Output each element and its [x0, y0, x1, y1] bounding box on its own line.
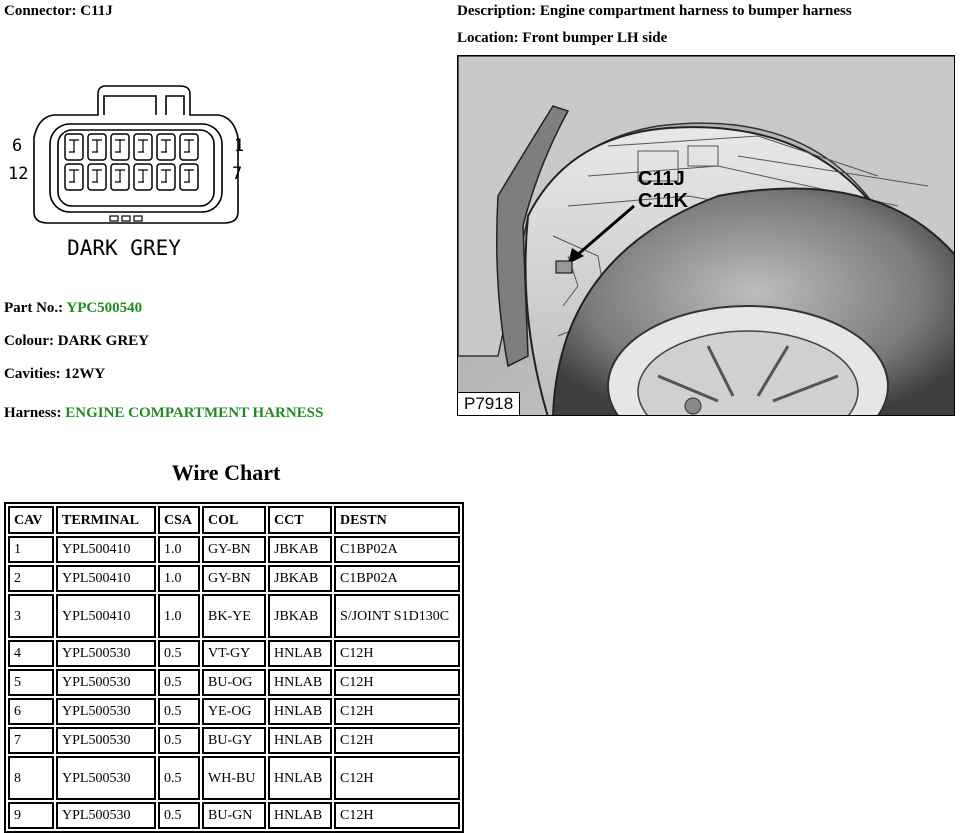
table-row: [8, 536, 460, 563]
connector-value: C11J: [80, 3, 113, 19]
cell-cav: 4: [8, 640, 54, 667]
location-label: Location:: [457, 30, 519, 46]
cell-destn: C12H: [334, 802, 460, 829]
photo-callout: [638, 168, 688, 212]
figure-id: P7918: [458, 392, 520, 415]
cell-terminal: YPL500530: [56, 727, 156, 754]
cell-csa: 1.0: [158, 565, 200, 592]
cell-cct: HNLAB: [268, 669, 332, 696]
cell-csa: 1.0: [158, 536, 200, 563]
col-header-cav: CAV: [8, 506, 54, 534]
pin-7-label: 7: [232, 164, 243, 184]
connector-line: [4, 3, 113, 20]
cell-col: WH-BU: [202, 756, 266, 800]
location-line: [457, 30, 667, 47]
pin-6-label: 6: [12, 136, 23, 156]
cell-terminal: YPL500530: [56, 756, 156, 800]
cell-col: GY-BN: [202, 565, 266, 592]
cell-cct: JBKAB: [268, 565, 332, 592]
table-row: [8, 756, 460, 800]
harness-label: Harness:: [4, 405, 62, 421]
cell-destn: C12H: [334, 640, 460, 667]
table-row: [8, 565, 460, 592]
cell-cct: HNLAB: [268, 727, 332, 754]
description-line: [457, 3, 852, 20]
wire-chart-title: Wire Chart: [171, 460, 281, 485]
cell-terminal: YPL500530: [56, 669, 156, 696]
cell-csa: 0.5: [158, 756, 200, 800]
cell-col: YE-OG: [202, 698, 266, 725]
cell-cct: HNLAB: [268, 640, 332, 667]
cavities-label: Cavities:: [4, 366, 61, 382]
col-header-destn: DESTN: [334, 506, 460, 534]
cell-cav: 1: [8, 536, 54, 563]
colour-caption: DARK GREY: [67, 236, 181, 260]
cell-cav: 9: [8, 802, 54, 829]
table-row: [8, 669, 460, 696]
col-header-csa: CSA: [158, 506, 200, 534]
cell-terminal: YPL500530: [56, 802, 156, 829]
table-row: [8, 594, 460, 638]
cell-csa: 0.5: [158, 802, 200, 829]
colour-value: DARK GREY: [57, 333, 150, 349]
cell-col: BU-GY: [202, 727, 266, 754]
cell-cct: JBKAB: [268, 536, 332, 563]
wire-chart-table: [4, 502, 464, 833]
table-row: [8, 640, 460, 667]
cell-destn: C12H: [334, 756, 460, 800]
harness-value: ENGINE COMPARTMENT HARNESS: [65, 405, 324, 421]
cell-destn: S/JOINT S1D130C: [334, 594, 460, 638]
pin-1-label: 1: [234, 136, 245, 156]
table-header-row: [8, 506, 460, 534]
cell-cct: HNLAB: [268, 698, 332, 725]
cell-cct: HNLAB: [268, 802, 332, 829]
cell-terminal: YPL500410: [56, 594, 156, 638]
cell-terminal: YPL500410: [56, 536, 156, 563]
callout-c11k: C11K: [638, 190, 689, 212]
harness-line: [4, 405, 323, 422]
cell-cct: JBKAB: [268, 594, 332, 638]
col-header-terminal: TERMINAL: [56, 506, 156, 534]
cell-terminal: YPL500530: [56, 698, 156, 725]
col-header-col: COL: [202, 506, 266, 534]
table-row: [8, 698, 460, 725]
cell-cav: 7: [8, 727, 54, 754]
connector-label: Connector:: [4, 3, 77, 19]
cell-destn: C1BP02A: [334, 565, 460, 592]
colour-label: Colour:: [4, 333, 54, 349]
location-value: Front bumper LH side: [522, 30, 668, 46]
cell-terminal: YPL500410: [56, 565, 156, 592]
location-photo: [457, 55, 955, 416]
cell-cav: 2: [8, 565, 54, 592]
cell-col: BK-YE: [202, 594, 266, 638]
cavities-line: [4, 366, 105, 383]
cell-col: VT-GY: [202, 640, 266, 667]
cell-csa: 0.5: [158, 727, 200, 754]
cell-cav: 3: [8, 594, 54, 638]
cell-col: BU-OG: [202, 669, 266, 696]
cell-terminal: YPL500530: [56, 640, 156, 667]
cell-csa: 0.5: [158, 669, 200, 696]
cell-col: BU-GN: [202, 802, 266, 829]
cell-destn: C12H: [334, 698, 460, 725]
cell-destn: C12H: [334, 669, 460, 696]
callout-c11j: C11J: [638, 168, 685, 190]
cavity-grid: [65, 134, 198, 190]
cell-cav: 6: [8, 698, 54, 725]
cell-csa: 1.0: [158, 594, 200, 638]
part-no-label: Part No.:: [4, 300, 64, 316]
connector-diagram: [4, 80, 266, 270]
cell-cav: 8: [8, 756, 54, 800]
cavities-value: 12WY: [64, 366, 106, 382]
cell-cav: 5: [8, 669, 54, 696]
col-header-cct: CCT: [268, 506, 332, 534]
cell-col: GY-BN: [202, 536, 266, 563]
colour-line: [4, 333, 149, 350]
table-row: [8, 802, 460, 829]
cell-cct: HNLAB: [268, 756, 332, 800]
cell-destn: C12H: [334, 727, 460, 754]
description-value: Engine compartment harness to bumper harness: [539, 3, 852, 19]
pin-12-label: 12: [8, 164, 29, 184]
cell-csa: 0.5: [158, 698, 200, 725]
part-no-value: YPC500540: [66, 300, 143, 316]
cell-destn: C1BP02A: [334, 536, 460, 563]
description-label: Description:: [457, 3, 537, 19]
cell-csa: 0.5: [158, 640, 200, 667]
part-no-line: [4, 300, 142, 317]
table-row: [8, 727, 460, 754]
